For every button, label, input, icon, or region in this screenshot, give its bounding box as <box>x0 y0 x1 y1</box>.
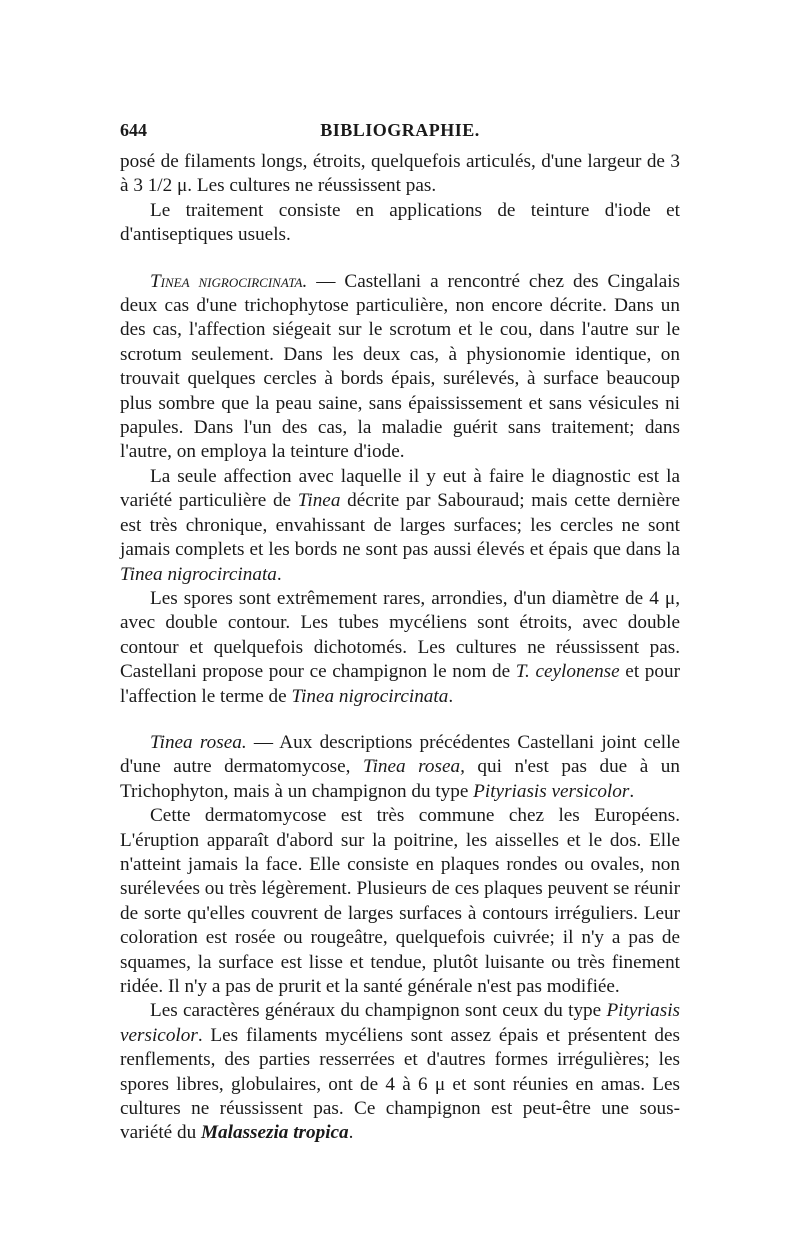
paragraph-text: . <box>448 685 454 707</box>
species-name: Tinea <box>297 490 341 512</box>
paragraph-eruption <box>120 804 680 999</box>
page-body <box>120 150 680 1146</box>
species-name: T. ceylonense <box>515 661 620 683</box>
species-name: Pityriasis versicolor <box>120 1000 680 1046</box>
heading-dash: — <box>307 270 345 292</box>
section-heading: Tinea rosea. <box>150 731 247 753</box>
paragraph-text: Les caractères généraux du champignon sont ceux du type <box>150 1000 607 1022</box>
species-name: Pityriasis versicolor <box>473 780 630 802</box>
paragraph-text: et pour l'affection le terme de <box>120 661 680 707</box>
paragraph-text: Aux descriptions précédentes Castellani joint celle d'une autre dermatomycose, <box>120 731 680 778</box>
paragraph-treatment <box>120 199 680 248</box>
paragraph-text: qui n'est pas due à un Trichophyton, mais à un champignon du type <box>120 756 680 802</box>
paragraph-text: La seule affection avec laquelle il y eut à faire le diagnostic est la variété particulière de <box>120 465 680 512</box>
section-heading: Tinea nigrocircinata. <box>150 270 308 292</box>
paragraph-text: Castellani a rencontré chez des Cingalais deux cas d'une trichophytose particulière, non encore décrite. Dans un des cas, l'affection siégeait sur le scrotum et le cou, dans l'autre sur le scrotum seulement. Dans les deux cas, à physionomie identique, on trouvait quelques cercles à bords épais, surélevés, à surface beaucoup plus sombre que la peau saine, sans épaississement et sans vésicules ni papules. Dans l'un des cas, la maladie guérit sans traitement; dans l'autre, on employa la teinture d'iode. <box>120 270 681 463</box>
paragraph-text: Cette dermatomycose est très commune chez les Européens. L'éruption apparaît d'abord sur la poitrine, les aisselles et le dos. Elle n'atteint jamais la face. Elle consiste en plaques rondes ou ovales, non surélevées ou très légèrement. Plusieurs de ces plaques peuvent se réunir de sorte qu'elles couvrent de larges surfaces à contours irréguliers. Leur coloration est rosée ou rougeâtre, quelquefois cuivrée; il n'y a pas de squames, la surface est lisse et tendue, plutôt luisante ou très finement ridée. Il n'y a pas de prurit et la santé générale n'est pas modifiée. <box>120 805 680 997</box>
paragraph-text: posé de filaments longs, étroits, quelquefois articulés, d'une largeur de 3 à 3 1/2 μ. Les cultures ne réussissent pas. <box>120 151 680 197</box>
species-name: Tinea nigrocircinata <box>120 563 277 585</box>
paragraph-text: . <box>629 780 635 802</box>
page-header <box>120 120 680 144</box>
paragraph-text: Le traitement consiste en applications de teinture d'iode et d'antiseptiques usuels. <box>120 199 680 246</box>
paragraph-diagnosis <box>120 465 680 587</box>
paragraph-tinea-rosea <box>120 731 680 804</box>
paragraph-text: . Les filaments mycéliens sont assez épais et présentent des renflements, des parties resserrées et d'autres formes irrégulières; les spores libres, globulaires, ont de 4 à 6 μ et sont réunies en amas. Les cultures ne réussissent pas. Ce champignon est peut-être une sous-variété du <box>120 1024 680 1144</box>
paragraph-tinea-nigrocircinata <box>120 270 680 465</box>
page-number: 644 <box>120 120 147 140</box>
paragraph-text: . <box>276 563 282 585</box>
species-name: Tinea rosea, <box>362 756 465 778</box>
paragraph-spores <box>120 587 680 709</box>
paragraph-continued <box>120 150 680 199</box>
species-name: Malassezia tropica <box>200 1122 349 1144</box>
paragraph-text: décrite par Sabouraud; mais cette dernière est très chronique, envahissant de larges surfaces; les cercles ne sont jamais complets et les bords ne sont pas aussi élevés et épais que dans la <box>120 490 680 561</box>
species-name: Tinea nigrocircinata <box>291 685 449 707</box>
running-title: BIBLIOGRAPHIE. <box>320 120 480 140</box>
heading-dash: — <box>246 731 280 753</box>
paragraph-text: . <box>348 1122 354 1144</box>
paragraph-fungus-characters <box>120 999 680 1145</box>
paragraph-text: Les spores sont extrêmement rares, arrondies, d'un diamètre de 4 μ, avec double contour. Les tubes mycéliens sont étroits, avec double contour et quelquefois dichotomés. Les cultures ne réussissent pas. Castellani propose pour ce champignon le nom de <box>120 587 680 683</box>
